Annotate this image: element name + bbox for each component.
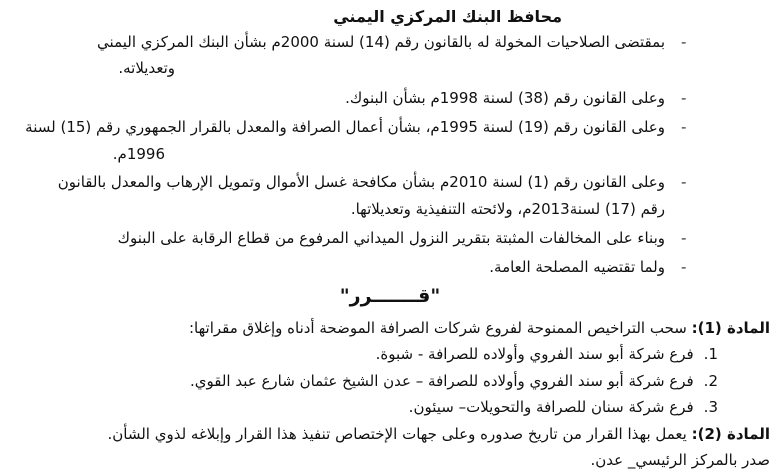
bullet-marker: - [681,33,687,51]
preamble-line: بمقتضى الصلاحيات المخولة له بالقانون رقم (14) لسنة 2000م بشأن البنك المركزي اليمني [97,33,665,51]
page-title: محافظ البنك المركزي اليمني [333,7,562,26]
decree-heading: "قـــــــرر" [339,285,441,307]
bullet-marker: - [681,89,687,107]
article-1-label: المادة (1): [691,319,770,337]
list-item-text: فرع شركة سنان للصرافة والتحويلات– سيئون. [408,398,694,416]
preamble-line: 1996م. [112,145,165,163]
article-1-text: سحب التراخيص الممنوحة لفروع شركات الصرافة الموضحة أدناه وإغلاق مقراتها: [188,319,692,337]
bullet-marker: - [681,118,687,136]
list-item-number: 1. [703,345,718,363]
preamble-line: وعلى القانون رقم (1) لسنة 2010م بشأن مكافحة غسل الأموال وتمويل الإرهاب والمعدل بالقانون [57,173,665,191]
preamble-line: رقم (17) لسنة2013م، ولائحته التنفيذية وتعديلاتها. [350,200,665,218]
bullet-marker: - [681,258,687,276]
article-2-label: المادة (2): [691,425,770,443]
list-item-number: 3. [703,398,718,416]
bullet-marker: - [681,173,687,191]
list-item [190,371,718,391]
article-1 [189,318,770,338]
preamble-line: وعلى القانون رقم (19) لسنة 1995م، بشأن أعمال الصرافة والمعدل بالقرار الجمهوري رقم (15) لسنة [25,118,665,136]
bullet-marker: - [681,229,687,247]
list-item-text: فرع شركة أبو سند الفروي وأولاده للصرافة – عدن الشيخ عثمان شارع عبد القوي. [190,372,694,390]
preamble-line: ولما تقتضيه المصلحة العامة. [489,258,665,276]
preamble-line: وتعديلاته. [118,59,175,77]
list-item [409,397,718,417]
list-item [376,344,718,364]
list-item-number: 2. [703,372,718,390]
issued-place: صدر بالمركز الرئيسي_ عدن. [590,451,770,469]
article-2 [107,424,770,444]
preamble-line: وبناء على المخالفات المثبتة بتقرير النزول الميداني المرفوع من قطاع الرقابة على البنوك [117,229,665,247]
article-2-text: يعمل بهذا القرار من تاريخ صدوره وعلى جهات الإختصاص تنفيذ هذا القرار وإبلاغه لذوي الشأن. [107,425,692,443]
list-item-text: فرع شركة أبو سند الفروي وأولاده للصرافة - شبوة. [375,345,694,363]
preamble-line: وعلى القانون رقم (38) لسنة 1998م بشأن البنوك. [345,89,665,107]
